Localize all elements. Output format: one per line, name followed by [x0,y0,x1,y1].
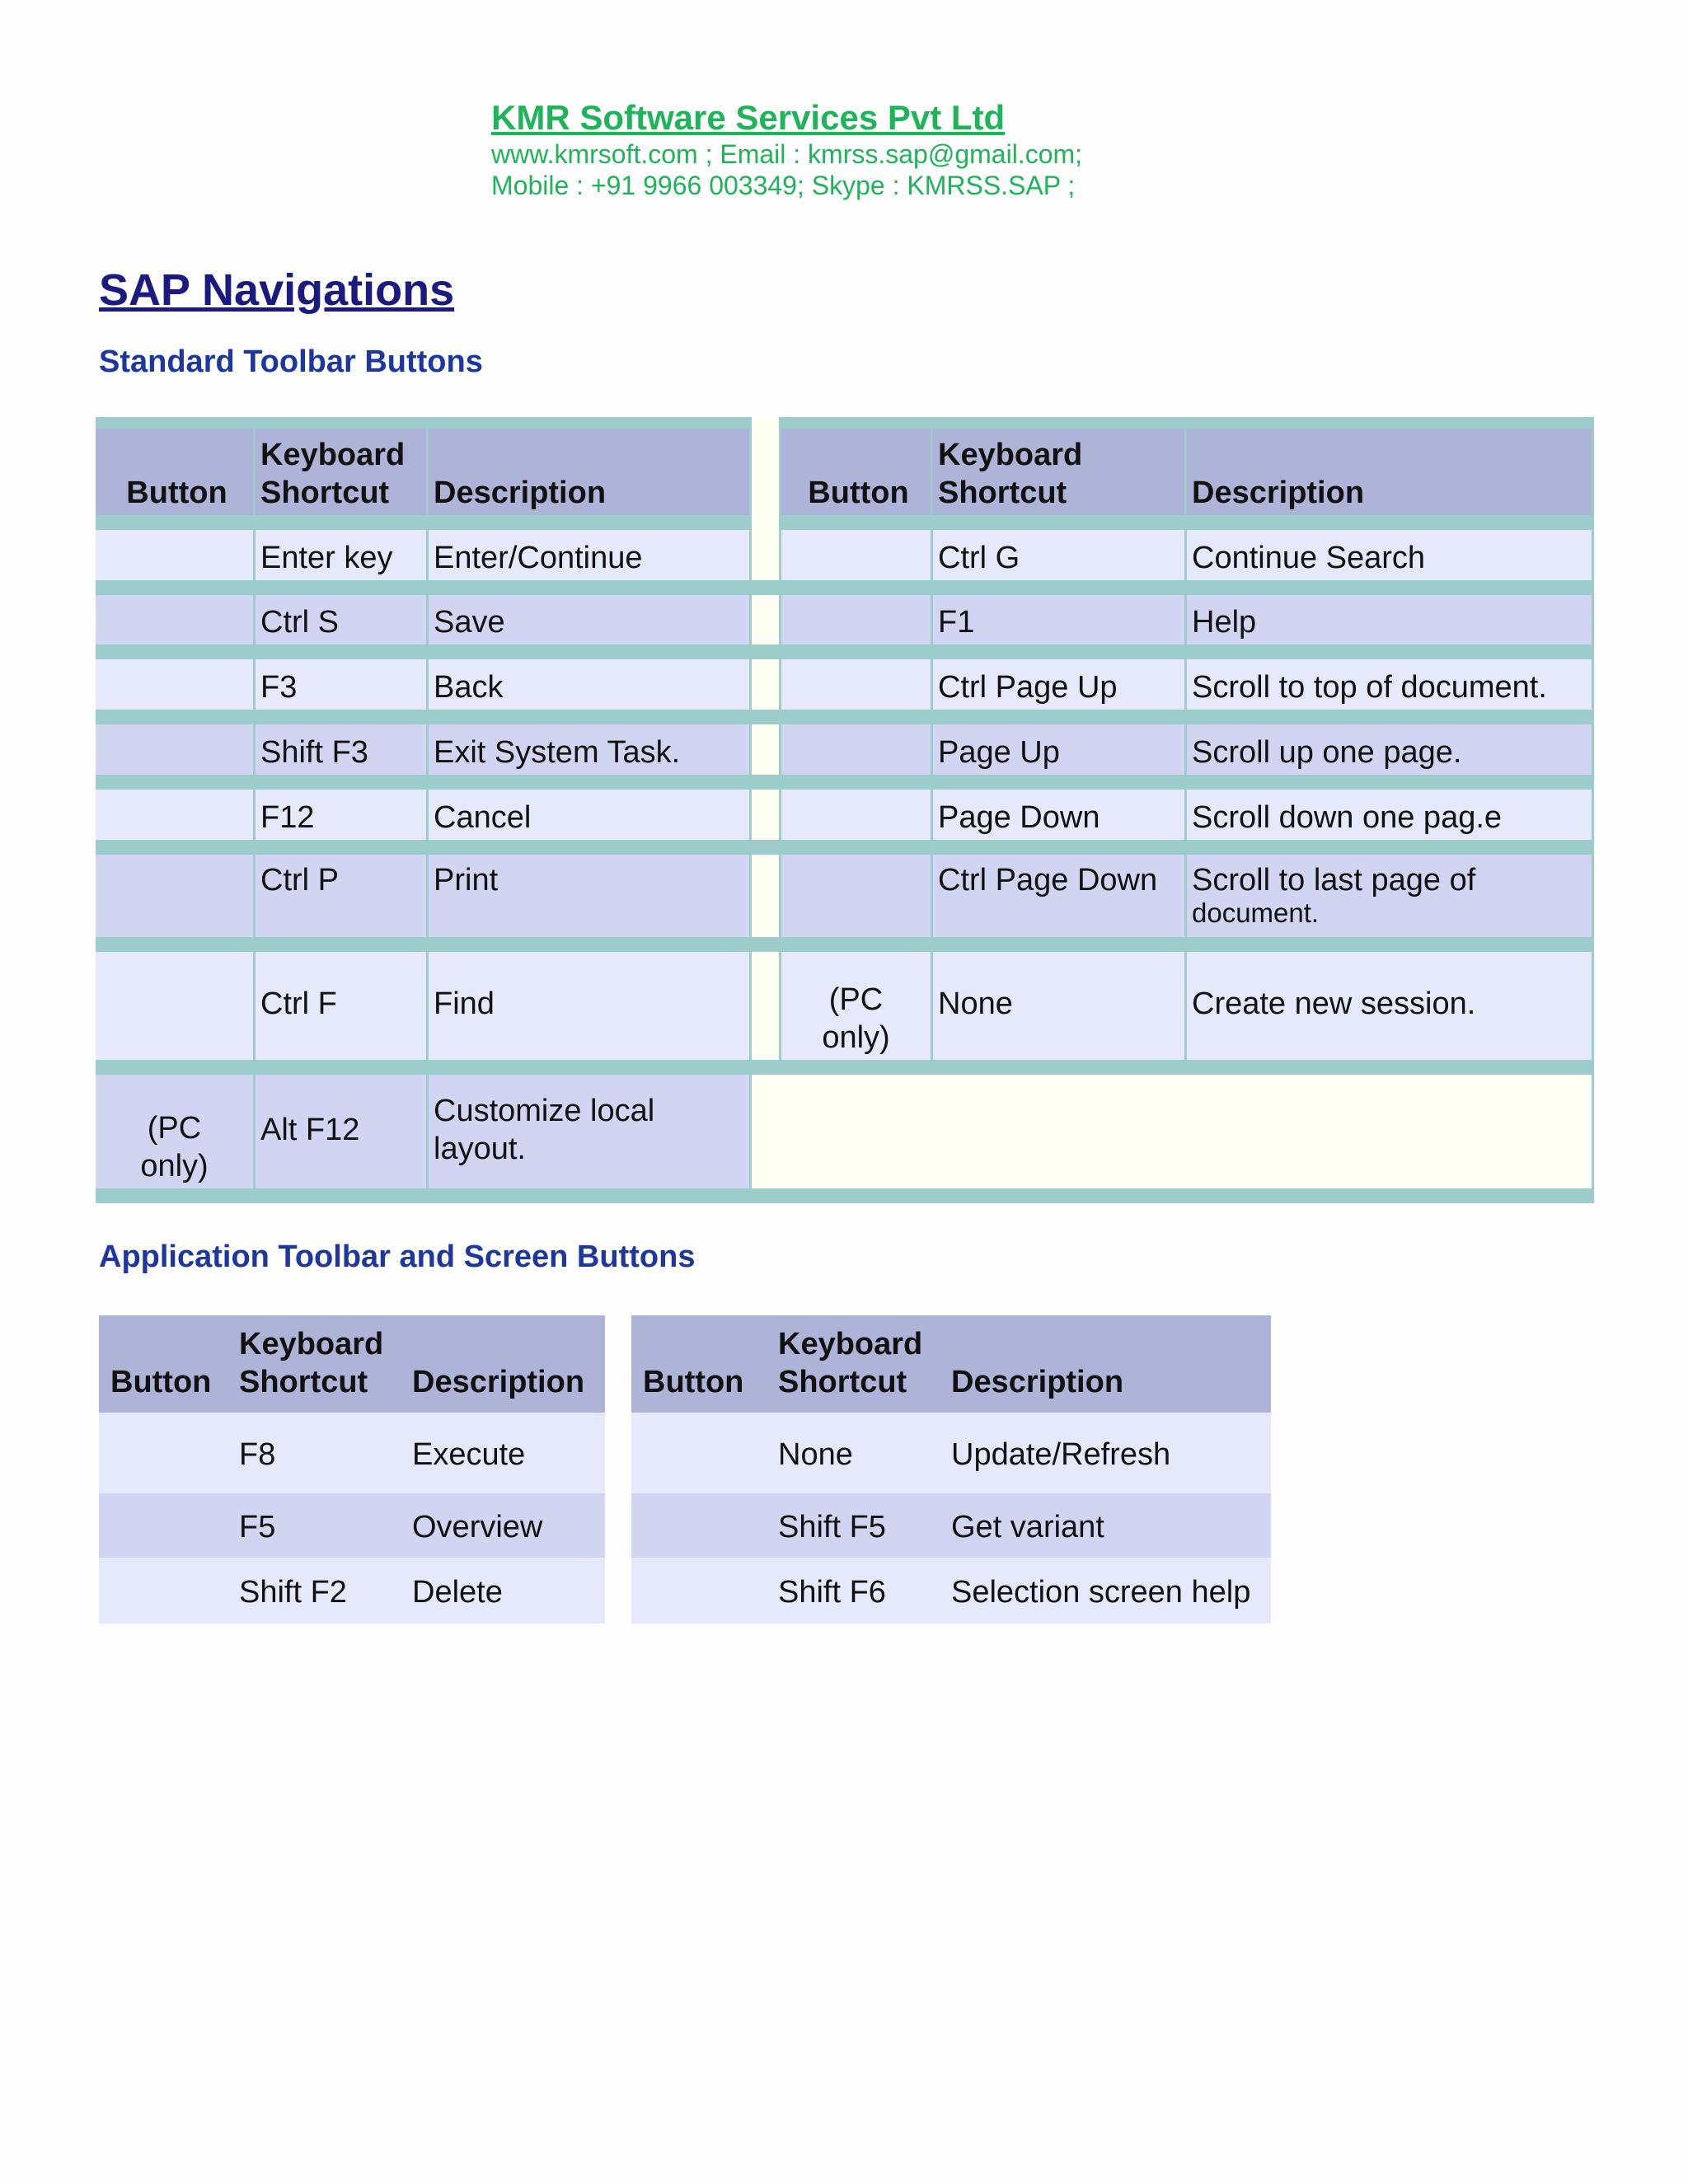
header-button: Button [99,1315,227,1413]
shortcut-cell: Enter key [256,530,429,595]
shortcut-cell: None [778,1437,853,1472]
table-row [96,790,1594,855]
shortcut-cell: F5 [239,1510,276,1544]
table-header-row [99,1315,605,1413]
shortcut-cell: Ctrl S [256,595,429,660]
shortcut-cell: Shift F5 [778,1510,886,1544]
toolbar-button-cell[interactable] [99,1558,227,1624]
toolbar-button-cell[interactable] [781,855,933,951]
description-cell: Execute [412,1437,526,1472]
description-cell: Scroll to top of document. [1187,659,1594,724]
toolbar-button-cell[interactable] [96,790,256,855]
application-toolbar-table-right [631,1315,1271,1624]
header-shortcut: Keyboard Shortcut [227,1315,401,1413]
table-header-row [96,417,1594,530]
table-row [631,1413,1271,1493]
shortcut-cell: Shift F3 [256,724,429,790]
shortcut-cell: Ctrl Page Down [933,855,1187,951]
toolbar-button-cell[interactable] [96,855,256,951]
description-cell: Customize local layout. [429,1075,752,1203]
toolbar-button-cell[interactable] [781,724,933,790]
section-title-application: Application Toolbar and Screen Buttons [99,1240,696,1274]
table-row [631,1558,1271,1624]
table-row [96,595,1594,660]
column-gap [752,417,781,530]
table-row [631,1493,1271,1558]
toolbar-button-cell[interactable] [96,724,256,790]
header-description: Description [429,417,752,530]
description-cell: Enter/Continue [429,530,752,595]
table-row [99,1558,605,1624]
table-row [96,1075,1594,1203]
toolbar-button-cell[interactable] [96,952,256,1075]
header-button: Button [781,417,933,530]
table-row [96,659,1594,724]
description-cell: Back [429,659,752,724]
toolbar-button-cell[interactable]: (PC only) [96,1075,256,1203]
header-shortcut: Keyboard Shortcut [256,417,429,530]
toolbar-button-cell[interactable]: (PC only) [781,952,933,1075]
shortcut-cell: Ctrl Page Up [933,659,1187,724]
table-header-row [631,1315,1271,1413]
toolbar-button-cell[interactable] [99,1413,227,1493]
description-cell: Overview [412,1510,543,1544]
contact-mobile-skype: Mobile : +91 9966 003349; Skype : KMRSS.SAP ; [491,171,1076,200]
description-cell: Cancel [429,790,752,855]
shortcut-cell: Ctrl P [256,855,429,951]
toolbar-button-cell[interactable] [96,595,256,660]
toolbar-button-cell[interactable] [781,659,933,724]
header-button: Button [96,417,256,530]
table-row [96,952,1594,1075]
header-shortcut: Keyboard Shortcut [767,1315,940,1413]
shortcut-cell: Ctrl G [933,530,1187,595]
toolbar-button-cell[interactable] [781,790,933,855]
description-cell: Scroll to last page of document. [1187,855,1594,951]
toolbar-button-cell[interactable] [631,1413,767,1493]
table-row [96,724,1594,790]
shortcut-cell: F8 [239,1437,276,1472]
section-title-standard: Standard Toolbar Buttons [99,344,483,379]
table-row [99,1413,605,1493]
header-description: Description [940,1315,1271,1413]
empty-area [752,1075,1594,1203]
standard-toolbar-table [96,417,1594,1203]
toolbar-button-cell[interactable] [781,595,933,660]
toolbar-button-cell[interactable] [96,530,256,595]
header-shortcut: Keyboard Shortcut [933,417,1187,530]
application-toolbar-table-left [99,1315,605,1624]
description-cell: Scroll down one pag.e [1187,790,1594,855]
table-row [99,1493,605,1558]
page-title: SAP Navigations [99,265,455,315]
header-description: Description [1187,417,1594,530]
description-cell: Get variant [951,1510,1104,1544]
description-cell: Find [429,952,752,1075]
header-button: Button [631,1315,767,1413]
description-cell: Delete [412,1575,503,1610]
description-cell: Update/Refresh [951,1437,1171,1472]
shortcut-cell: Shift F6 [778,1575,886,1610]
toolbar-button-cell[interactable] [631,1558,767,1624]
description-cell: Create new session. [1187,952,1594,1075]
table-row [96,855,1594,951]
shortcut-cell: F3 [256,659,429,724]
shortcut-cell: Ctrl F [256,952,429,1075]
shortcut-cell: Shift F2 [239,1575,347,1610]
description-cell: Save [429,595,752,660]
table-row [96,530,1594,595]
toolbar-button-cell[interactable] [631,1493,767,1558]
description-cell: Scroll up one page. [1187,724,1594,790]
shortcut-cell: F12 [256,790,429,855]
description-cell: Print [429,855,752,951]
description-cell: Selection screen help [951,1575,1251,1610]
description-cell: Continue Search [1187,530,1594,595]
description-cell: Help [1187,595,1594,660]
shortcut-cell: F1 [933,595,1187,660]
company-name: KMR Software Services Pvt Ltd [491,98,1006,137]
shortcut-cell: Page Down [933,790,1187,855]
description-cell: Exit System Task. [429,724,752,790]
shortcut-cell: None [933,952,1187,1075]
letterhead [491,97,1082,201]
shortcut-cell: Page Up [933,724,1187,790]
toolbar-button-cell[interactable] [99,1493,227,1558]
toolbar-button-cell[interactable] [96,659,256,724]
toolbar-button-cell[interactable] [781,530,933,595]
header-description: Description [401,1315,605,1413]
shortcut-cell: Alt F12 [256,1075,429,1203]
contact-web-email: www.kmrsoft.com ; Email : kmrss.sap@gmail.com; [491,139,1083,169]
